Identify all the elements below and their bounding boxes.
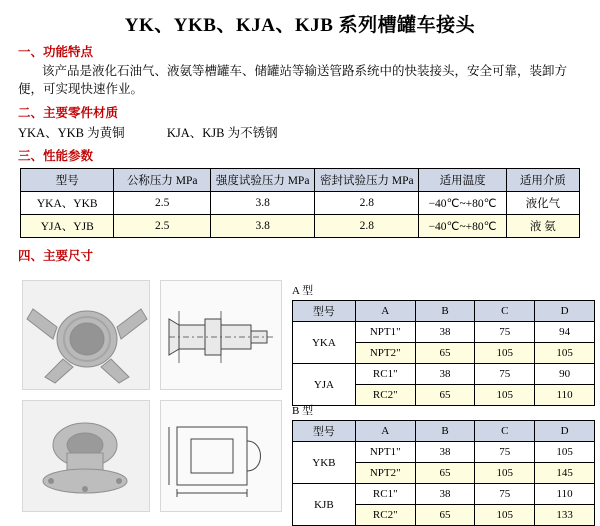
col-model: 型号 <box>21 169 114 192</box>
cell-nominal-pressure: 2.5 <box>114 215 211 238</box>
col-temperature: 适用温度 <box>419 169 506 192</box>
type-b-label: B 型 <box>292 405 314 417</box>
section-2-materials <box>18 123 582 141</box>
col-model: 型号 <box>293 301 356 322</box>
coupling-photo-type-b <box>22 400 150 512</box>
cell-d: 94 <box>535 322 595 343</box>
col-d: D <box>535 421 595 442</box>
table-header-row <box>293 421 595 442</box>
table-row <box>293 364 595 385</box>
col-c: C <box>475 301 535 322</box>
section-4-heading: 四、主要尺寸 <box>18 249 94 264</box>
dimension-table-type-a <box>292 300 595 406</box>
type-a-label: A 型 <box>292 285 314 297</box>
dimension-table-type-b <box>292 420 595 526</box>
cell-b: 65 <box>415 385 475 406</box>
cell-c: 105 <box>475 463 535 484</box>
cell-b: 65 <box>415 343 475 364</box>
cell-c: 75 <box>475 322 535 343</box>
coupling-photo-type-a-graphic <box>23 281 150 390</box>
col-c: C <box>475 421 535 442</box>
cell-model-group: YKB <box>293 442 356 484</box>
page-title: YK、YKB、KJA、KJB 系列槽罐车接头 <box>124 15 476 36</box>
cell-model-group: KJB <box>293 484 356 526</box>
dimension-block-type-b <box>292 402 595 526</box>
col-b: B <box>415 421 475 442</box>
col-model: 型号 <box>293 421 356 442</box>
cell-a: NPT1" <box>355 442 415 463</box>
cell-b: 65 <box>415 463 475 484</box>
cell-seal-test-pressure: 2.8 <box>315 215 419 238</box>
cell-b: 38 <box>415 364 475 385</box>
cell-d: 110 <box>535 484 595 505</box>
coupling-photo-type-b-graphic <box>23 401 150 512</box>
cell-a: RC1" <box>355 484 415 505</box>
col-a: A <box>355 421 415 442</box>
cell-temperature: −40℃~+80℃ <box>419 215 506 238</box>
cell-d: 145 <box>535 463 595 484</box>
table-row <box>293 322 595 343</box>
col-medium: 适用介质 <box>506 169 579 192</box>
table-row <box>293 484 595 505</box>
cell-d: 105 <box>535 442 595 463</box>
cell-b: 38 <box>415 322 475 343</box>
cell-a: RC2" <box>355 385 415 406</box>
cell-a: RC1" <box>355 364 415 385</box>
table-row <box>293 442 595 463</box>
table-row <box>21 215 580 238</box>
section-3-heading: 三、性能参数 <box>18 149 94 164</box>
table-header-row <box>293 301 595 322</box>
dimension-block-type-a <box>292 282 595 406</box>
col-strength-test-pressure: 强度试验压力 MPa <box>211 169 315 192</box>
cell-d: 105 <box>535 343 595 364</box>
cell-d: 133 <box>535 505 595 526</box>
cell-strength-test-pressure: 3.8 <box>211 215 315 238</box>
document-page <box>0 10 600 526</box>
cell-a: NPT2" <box>355 463 415 484</box>
cell-seal-test-pressure: 2.8 <box>315 192 419 215</box>
cell-model-group: YJA <box>293 364 356 406</box>
coupling-line-drawing-type-b <box>160 400 282 512</box>
cell-model-group: YKA <box>293 322 356 364</box>
col-seal-test-pressure: 密封试验压力 MPa <box>315 169 419 192</box>
col-b: B <box>415 301 475 322</box>
section-2-heading: 二、主要零件材质 <box>18 106 119 121</box>
cell-a: NPT2" <box>355 343 415 364</box>
section-1-paragraph: 该产品是液化石油气、液氨等槽罐车、储罐站等输送管路系统中的快装接头，安全可靠，装卸方便，可实现快速作业。 <box>18 64 568 97</box>
material-stainless: KJA、KJB 为不锈钢 <box>166 126 278 141</box>
coupling-photo-type-a <box>22 280 150 390</box>
cell-strength-test-pressure: 3.8 <box>211 192 315 215</box>
material-brass: YKA、YKB 为黄铜 <box>18 126 125 141</box>
cell-b: 65 <box>415 505 475 526</box>
cell-c: 75 <box>475 442 535 463</box>
cell-model: YKA、YKB <box>21 192 114 215</box>
cell-d: 110 <box>535 385 595 406</box>
cell-c: 105 <box>475 385 535 406</box>
table-header-row <box>21 169 580 192</box>
cell-d: 90 <box>535 364 595 385</box>
section-1-heading: 一、功能特点 <box>18 45 94 59</box>
cell-a: NPT1" <box>355 322 415 343</box>
table-row <box>21 192 580 215</box>
cell-c: 75 <box>475 484 535 505</box>
cell-c: 105 <box>475 505 535 526</box>
cell-nominal-pressure: 2.5 <box>114 192 211 215</box>
cell-temperature: −40℃~+80℃ <box>419 192 506 215</box>
cell-c: 105 <box>475 343 535 364</box>
cell-c: 75 <box>475 364 535 385</box>
coupling-line-drawing-type-a-graphic <box>161 281 282 390</box>
col-d: D <box>535 301 595 322</box>
performance-table <box>20 168 580 238</box>
coupling-line-drawing-type-b-graphic <box>161 401 282 512</box>
coupling-line-drawing-type-a <box>160 280 282 390</box>
col-nominal-pressure: 公称压力 MPa <box>114 169 211 192</box>
cell-medium: 液化气 <box>506 192 579 215</box>
cell-a: RC2" <box>355 505 415 526</box>
col-a: A <box>355 301 415 322</box>
cell-b: 38 <box>415 442 475 463</box>
cell-medium: 液 氨 <box>506 215 579 238</box>
cell-b: 38 <box>415 484 475 505</box>
cell-model: YJA、YJB <box>21 215 114 238</box>
